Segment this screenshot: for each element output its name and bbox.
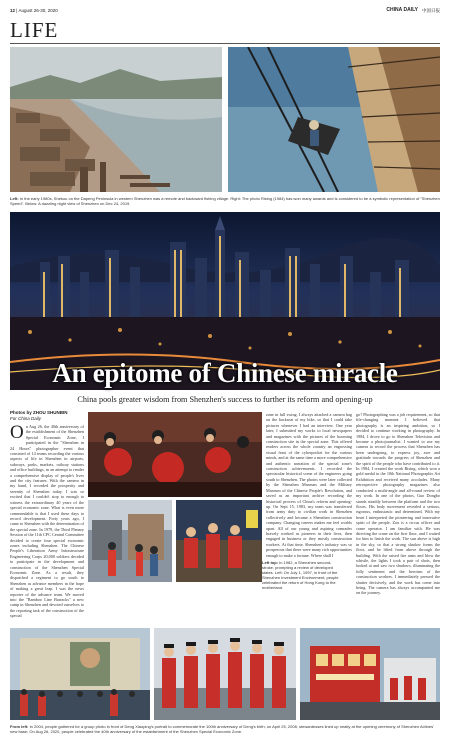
article-column-1 — [10, 424, 84, 622]
photo-celebration — [176, 500, 262, 582]
article-column-3 — [356, 412, 440, 622]
photo-shekou-village — [10, 47, 222, 192]
caption-lead: Left: — [10, 196, 19, 201]
headline: An epitome of Chinese miracle — [52, 358, 398, 388]
page-number: 12 — [10, 8, 16, 13]
byline-author: Photos by ZHOU SHUNBIN — [10, 410, 68, 415]
photo-anniversary-bus — [300, 628, 440, 720]
drop-cap: O — [10, 424, 24, 443]
byline — [10, 410, 68, 422]
header-rule — [10, 43, 440, 44]
side-photo-caption — [262, 560, 340, 590]
photo-deng-portrait — [10, 628, 150, 720]
photo-rising — [228, 47, 440, 192]
bottom-photo-caption — [10, 724, 440, 734]
bottom-caption-text: In 2004, people gathered for a group photo in front of Deng Xiaoping's portrait to commemorate the 100th anniversary of Deng's birth; on April 25, 2008, stewardesses lined up neatly at the opening ceremony of Shenzhen Airlines' new base; On Aug 26, 2020, people celebrated the 40th anniversary of the establishment of the Shenzhen Special Economic Zone. — [10, 724, 434, 734]
masthead-chinese: 中国日报 — [422, 8, 440, 13]
photo-stewardesses — [154, 628, 296, 720]
bottom-caption-lead: From left: — [10, 724, 29, 729]
side-caption-text: In 1982, a Shenzhen second-stroke, prompting a review of developed states. Left: On July 1, 1997, in front of the Shenzhen Investment Environment, people celebrated the return of Hong Kong to the motherland. — [262, 560, 339, 590]
deck: China pools greater wisdom from Shenzhen's success to further its reform and opening-up — [77, 395, 373, 404]
article-column-2 — [266, 412, 352, 558]
article-text-3: go? Photographing was a job requirement, so that life-changing moment I believed that photography is an inspiring ambition, so I decided to continue working in photography. In 1984, I drove to go to Shenzhen Television and became a photojournalist. I wanted to use my camera to record the process that Shenzhen has been undergoing, to express joy, awe and gratitude towards the progress of Shenzhen and the spirit of the people who have contributed to it. In 1984, I created the work Rising, which won a gold medal in the 10th National Photographic Art Exhibition and received many accolades. Many retrospective photography magazines also conducted a multi-angle and all-round review of my work. In one of the photos, Guo Dongbo stands steadily between the platform and the two floors. His body movement revealed a serious, rigorous, enthusiastic and determined. With my heart I interpreted the pioneering and innovative spirit of the people. Zou is a circus officer and crane operator. I am familiar with. He was directing the crane on the first floor, and I waited for him to finish the work. The sun above is high in the sky, so that a strong shadow forms the floor, and he lifted from above through the building. With the raised fire arms and blow the whistle, the lights I took a pair of shots, then looked at and saw two shadows, illuminating the fully sentiment and the heroism of the construction workers. I immediately pressed the shutter decisively, and the work has come into being. The camera has always accompanied me on the journey. — [356, 412, 440, 596]
byline-outlet: For China Daily — [10, 416, 42, 421]
top-photo-caption — [10, 196, 440, 206]
side-caption-lead: Left top: — [262, 560, 278, 565]
article-text-2: zone in full swing. I always attached a camera bag on the backseat of my bike, so that I could take pictures whenever I had an interview. One year later, I submitted my works to local newspapers and magazines with the pictures of the booming construction site in the special zone. This offered readers across the whole country an engrossing visual feast of the cyberpocket for the curious minds, and at the same time a more comprehensive and authentic narration of the special zone's construction achievements. I recorded the spectacular historical scene of the engineers going south to Shenzhen. The photos were later collected by the Shenzhen Museum and the Military Museum of the Chinese People's Revolution, and saved as an important archive recording the historical process of China's reform and opening-up. On Sept 15, 1983, my team was transferred from army duty to civilian work in Shenzhen collectively and became a Shenzhen construction company. Changing careers makes me feel worlds apart. All of our young and aspiring comrades bravely worked as pioneers in their lives, then engaged in business or they mostly construction workers. At that time, Shenzhen's industry was so prosperous that there were many rich opportunities enough to make a fortune. Where shall I — [266, 412, 352, 558]
caption-text: In the early 1980s, Shekou on the Dapeng Peninsula in western Shenzhen was a remote and backward fishing village. Right: The photo Rising (1984) has won many awards and is considered to be a symbolic representation of "Shenzhen Speed". Below: A dazzling night view of Shenzhen on Dec 24, 2019. — [10, 196, 440, 206]
issue-date: | August 26-30, 2020 — [16, 8, 58, 13]
article-text-1: n Aug 26, the 40th anniversary of the establishment of the Shenzhen Special Economic Zone, I participated in the "Shenzhen in 24 Hours" photographer event that consisted of 14 teams recording the various aspects of life in Shenzhen in airports, subways, parks, markets, railway stations and office buildings, in an attempt to render a comprehensive display of people's lives and the city features. With the camera in my hand, I recorded the prosperity and serenity of Shenzhen today. I was so excited that I couldn't stop to enough to witness the extraordinary 40 years of the special economic zone. What is even more commendable is that I used these days to record development. Forty years ago, I came to Shenzhen with the determination of the special zone. In 1979, the Third Plenary Session of the 11th CPC Central Committee decided to create four special economic zones including Shenzhen. The Chinese People's Liberation Army Infrastructure Engineering Corps 20,000 soldiers decided to participate in the development and construction of the Shenzhen Special Economic Zone. As a result, they dispatched a regiment to go south to Shenzhen as advance members in the hope of making a great leap. I was the news reporter of the advance team. We moved into the "Bamboo Line Barracks" a new camp in Shenzhen and devoted ourselves to the reporting task of the construction of the special — [10, 424, 84, 619]
photo-drummers — [88, 412, 262, 497]
section-title: LIFE — [10, 18, 59, 42]
photo-street-scene — [88, 500, 172, 582]
masthead-brand: CHINA DAILY — [386, 7, 418, 13]
